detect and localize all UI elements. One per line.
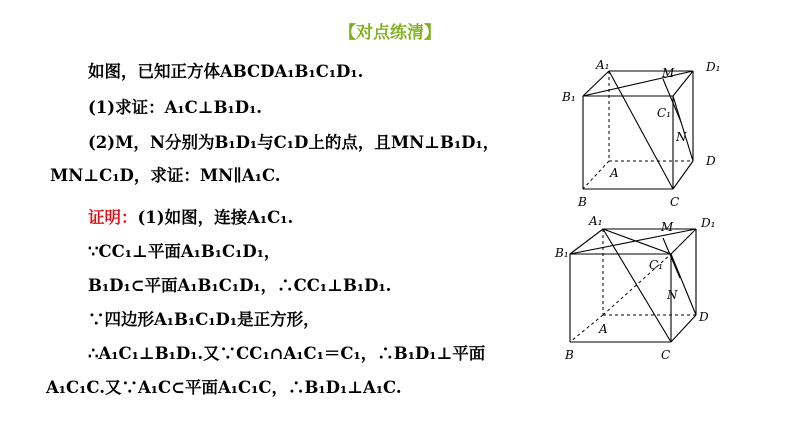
label-c: C bbox=[661, 348, 671, 362]
label-b1: B₁ bbox=[562, 90, 576, 104]
label-d1: D₁ bbox=[706, 60, 721, 74]
proof-line4: ∵四边形A₁B₁C₁D₁是正方形， bbox=[88, 310, 320, 329]
label-m: M bbox=[661, 220, 674, 234]
label-a1: A₁ bbox=[589, 214, 603, 228]
label-d: D bbox=[699, 310, 709, 324]
label-c1: C₁ bbox=[649, 258, 663, 272]
problem-part1: (1)求证：A₁C⊥B₁D₁. bbox=[88, 98, 263, 117]
label-c: C bbox=[670, 195, 680, 209]
cube-figure-1 bbox=[560, 55, 730, 210]
segment-c1d bbox=[671, 254, 696, 315]
problem-intro: 如图，已知正方体ABCDA₁B₁C₁D₁. bbox=[88, 62, 364, 81]
label-b1: B₁ bbox=[555, 246, 569, 260]
proof-line3: B₁D₁⊂平面A₁B₁C₁D₁，∴CC₁⊥B₁D₁. bbox=[88, 276, 392, 295]
label-a: A bbox=[610, 166, 619, 180]
section-title: 【对点练清】 bbox=[339, 23, 441, 43]
label-b: B bbox=[565, 348, 574, 362]
proof-line1-text: (1)如图，连接A₁C₁. bbox=[137, 208, 294, 227]
label-a: A bbox=[599, 322, 608, 336]
proof-line2: ∵CC₁⊥平面A₁B₁C₁D₁， bbox=[88, 242, 281, 261]
segment-c1d bbox=[673, 96, 693, 161]
label-m: M bbox=[662, 66, 675, 80]
problem-part2-line2: MN⊥C₁D，求证：MN∥A₁C. bbox=[50, 166, 281, 185]
label-d: D bbox=[706, 154, 716, 168]
edge-cd bbox=[671, 315, 696, 342]
label-c1: C₁ bbox=[657, 106, 671, 120]
label-n: N bbox=[667, 288, 678, 302]
label-n: N bbox=[676, 130, 687, 144]
proof-line5: ∴A₁C₁⊥B₁D₁.又∵CC₁∩A₁C₁＝C₁，∴B₁D₁⊥平面 bbox=[88, 344, 486, 363]
segment-a1c bbox=[603, 229, 671, 342]
cube-figure-2 bbox=[553, 211, 728, 366]
proof-line6: A₁C₁C.又∵A₁C⊂平面A₁C₁C，∴B₁D₁⊥A₁C. bbox=[46, 378, 402, 397]
proof-line1 bbox=[88, 206, 293, 230]
label-a1: A₁ bbox=[596, 58, 610, 72]
segment-b1d1 bbox=[570, 229, 696, 254]
problem-part2-line1: (2)M，N分别为B₁D₁与C₁D上的点，且MN⊥B₁D₁， bbox=[88, 133, 500, 152]
edge-a1b1 bbox=[583, 71, 609, 96]
label-b: B bbox=[578, 195, 587, 209]
label-d1: D₁ bbox=[701, 216, 716, 230]
edge-cd bbox=[673, 161, 693, 189]
edge-ab-hidden bbox=[583, 161, 609, 189]
proof-label: 证明： bbox=[88, 208, 138, 227]
